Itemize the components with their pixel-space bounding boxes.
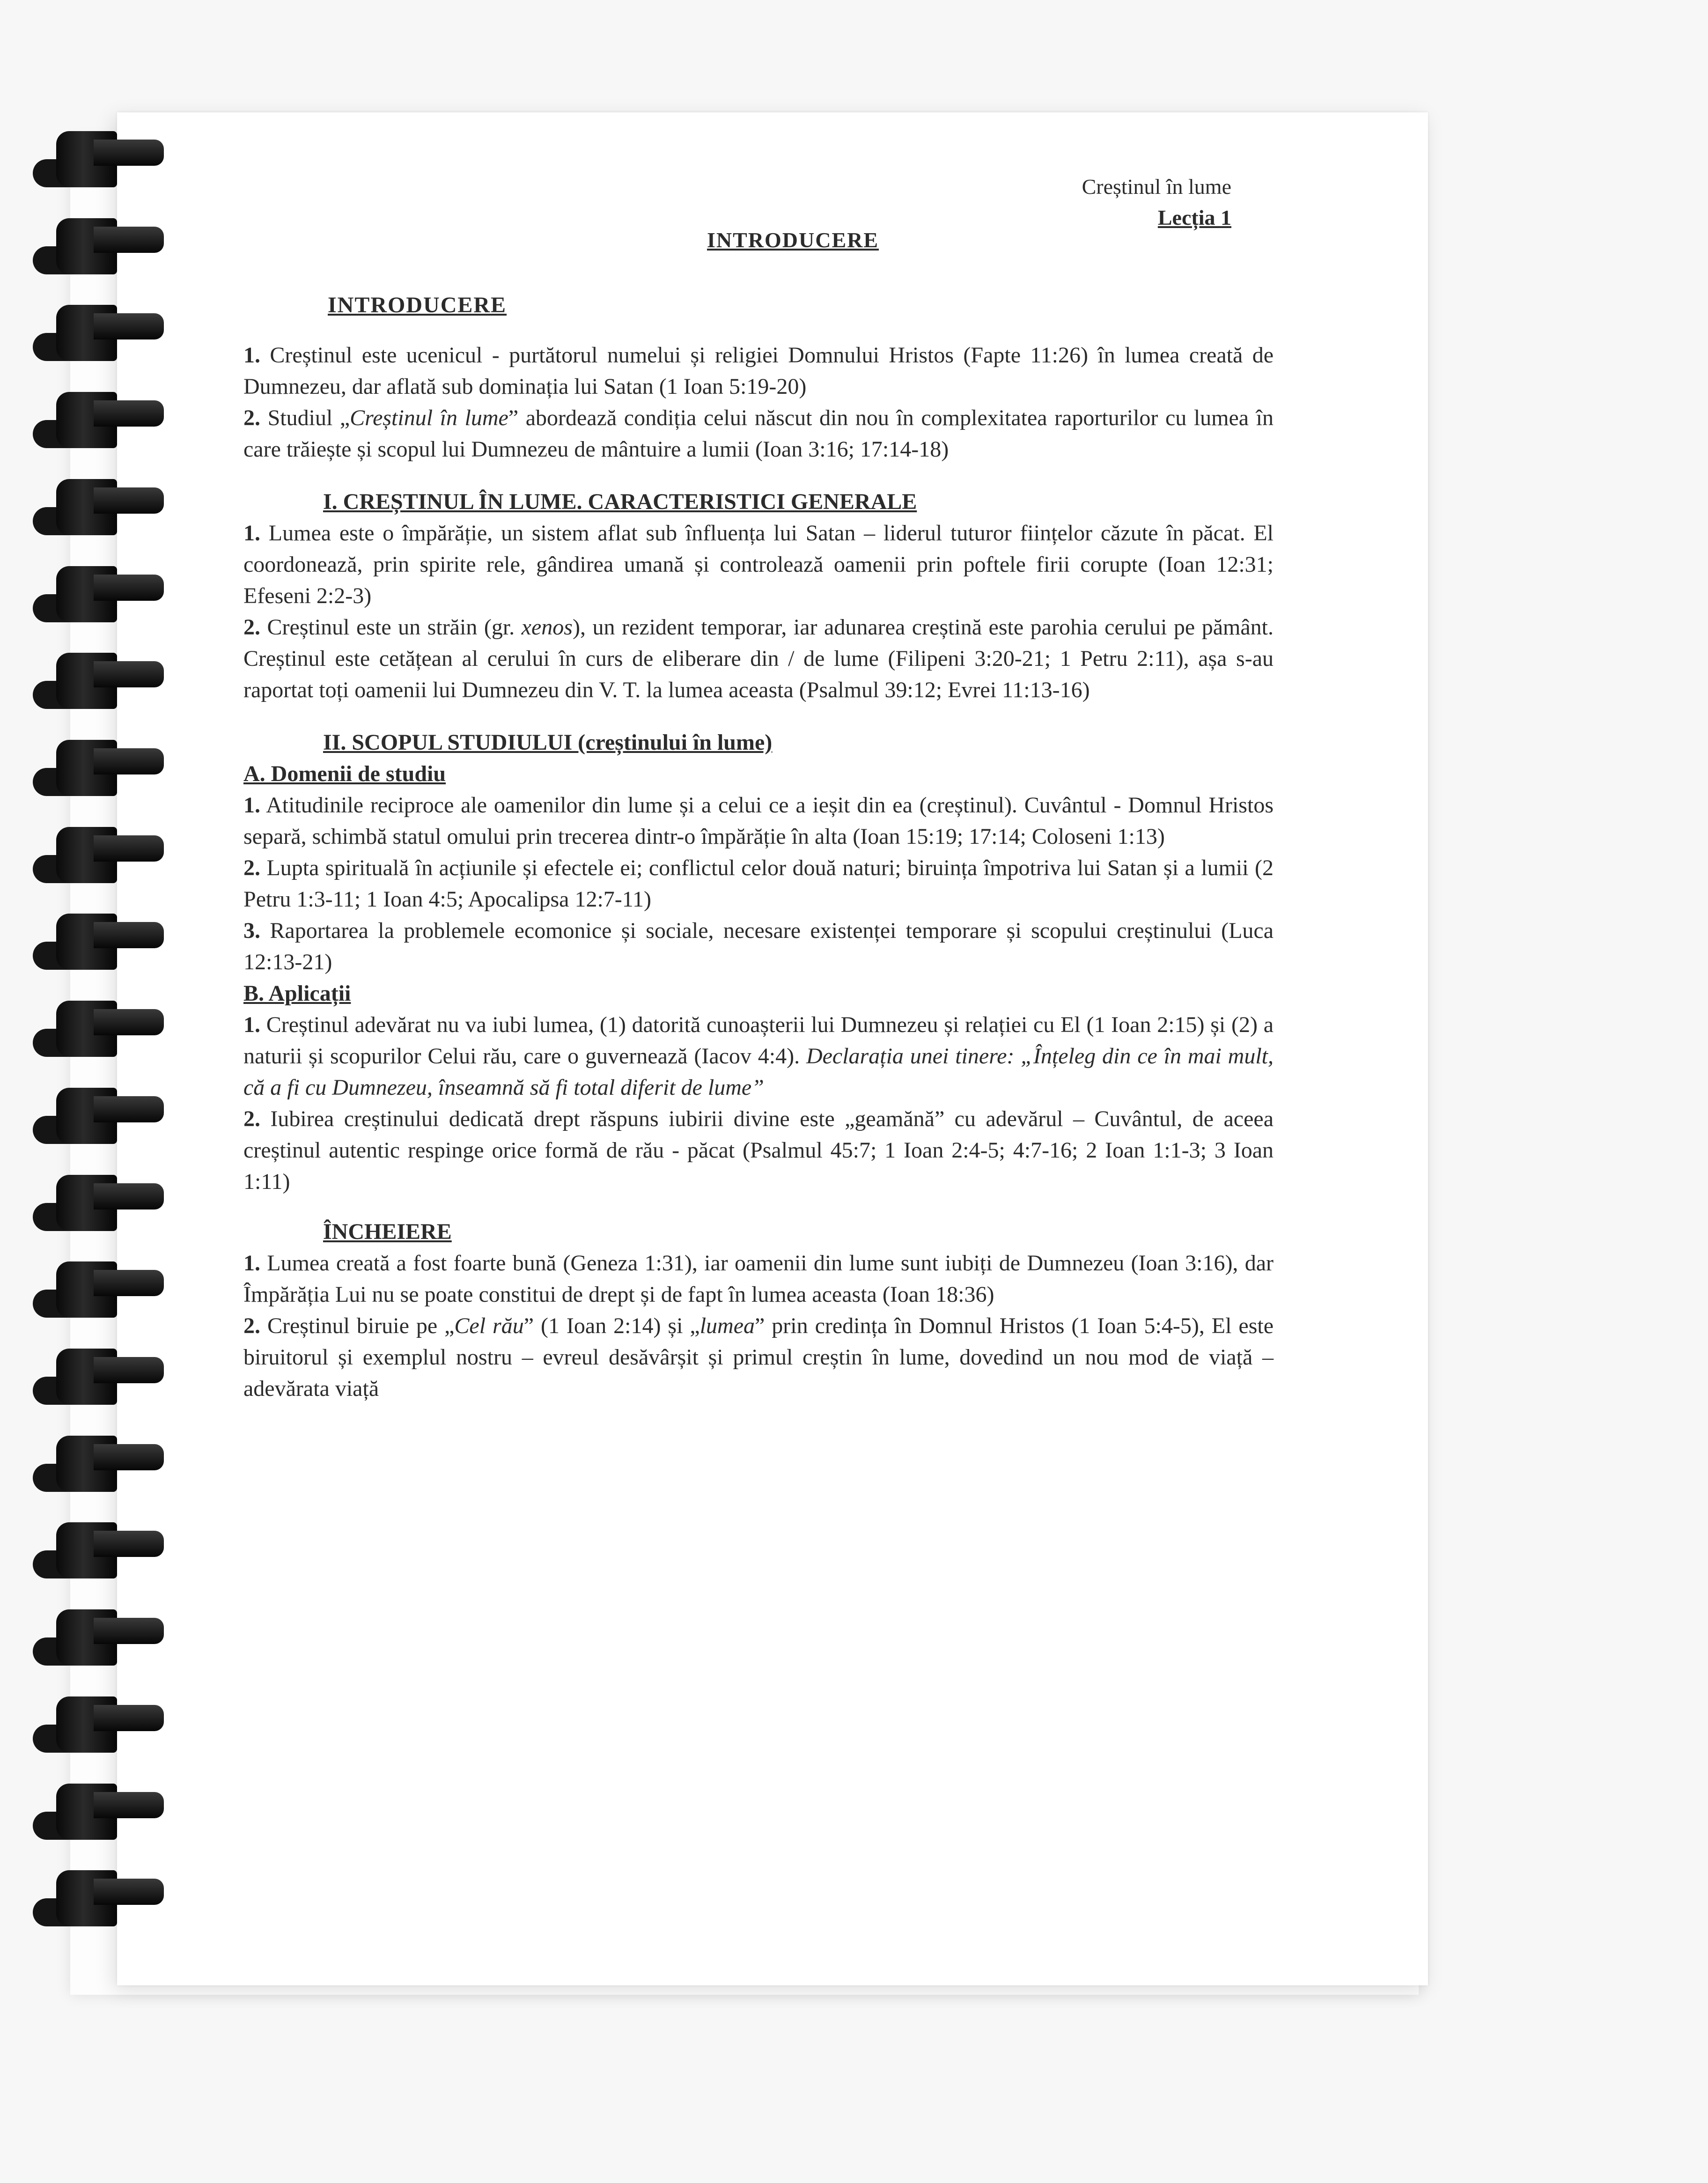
binding-ring	[19, 1784, 159, 1840]
section1-heading: I. CREȘTINUL ÎN LUME. CARACTERISTICI GENERALE	[323, 489, 917, 514]
binding-ring-cap	[94, 835, 164, 862]
binding-ring-cap	[94, 1879, 164, 1905]
binding-ring	[19, 479, 159, 535]
binding-ring-cap	[94, 922, 164, 948]
item-text: ” (1 Ioan 2:14) și „	[523, 1313, 700, 1338]
item-text: Creștinul este ucenicul - purtătorul numelui și religiei Domnului Hristos (Fapte 11:26) în lumea creată de Dumnezeu, dar aflată sub dominația lui Satan (1 Ioan 5:19-20)	[243, 343, 1274, 399]
subsection-a-heading: A. Domenii de studiu	[243, 761, 446, 786]
item-number: 1.	[243, 521, 260, 546]
intro-item-1	[243, 339, 1274, 402]
binding-ring	[19, 1870, 159, 1926]
binding-ring	[19, 1609, 159, 1666]
binding-ring	[19, 1522, 159, 1578]
binding-ring	[19, 914, 159, 970]
item-number: 3.	[243, 918, 260, 943]
intro-item-2	[243, 402, 1274, 465]
binding-ring	[19, 218, 159, 274]
binding-ring-cap	[94, 1183, 164, 1210]
binding-ring-cap	[94, 1705, 164, 1731]
document-page	[117, 112, 1428, 1985]
binding-ring-cap	[94, 1618, 164, 1644]
section1-item-2	[243, 612, 1274, 706]
item-text: Creștinul adevărat nu va iubi lumea, (1) datorită cunoașterii lui Dumnezeu și relației cu El (1 Ioan 2:15) și (2) a naturii și scopurilor Celui rău, care o guvernează (Iacov 4:4).	[243, 1012, 1274, 1069]
conclusion-item-1	[243, 1247, 1274, 1310]
subsection-a-item-2	[243, 852, 1274, 915]
item-italic: Declarația unei tinere: „Înțeleg din ce în mai mult, că a fi cu Dumnezeu, înseamnă să fi total diferit de lume”	[243, 1044, 1274, 1100]
item-number: 2.	[243, 856, 260, 880]
page-title: INTRODUCERE	[707, 228, 879, 252]
item-number: 1.	[243, 343, 260, 368]
course-title: Creștinul în lume	[1082, 175, 1231, 199]
binding-ring	[19, 1349, 159, 1405]
introduction-heading: INTRODUCERE	[328, 293, 507, 317]
binding-ring-cap	[94, 313, 164, 339]
subsection-b-item-1	[243, 1009, 1274, 1103]
binding-ring-cap	[94, 1792, 164, 1818]
binding-ring	[19, 1436, 159, 1492]
binding-ring-cap	[94, 227, 164, 253]
binding-ring	[19, 131, 159, 187]
item-text: Atitudinile reciproce ale oamenilor din lume și a celui ce a ieșit din ea (creștinul). Cuvântul - Domnul Hristos separă, schimbă statul omului prin trecerea dintr-o împărăție în alta (Ioan 15:19; 17:14; Coloseni 1:13)	[243, 793, 1274, 849]
binding-ring-cap	[94, 140, 164, 166]
item-italic: lumea	[699, 1313, 755, 1338]
item-text: Creștinul este un străin (gr.	[267, 615, 522, 640]
item-number: 1.	[243, 1251, 260, 1276]
binding-ring-cap	[94, 1270, 164, 1296]
subsection-b-heading: B. Aplicații	[243, 981, 351, 1006]
item-number: 2.	[243, 615, 260, 640]
item-text: Studiul „	[267, 406, 350, 430]
binding-ring-cap	[94, 1096, 164, 1122]
binding-ring-cap	[94, 661, 164, 687]
item-text: ” abordează condiția celui născut din nou în complexitatea raporturilor cu lumea în care trăiește și scopul lui Dumnezeu de mântuire a lumii (Ioan 3:16; 17:14-18)	[243, 406, 1274, 462]
binding-ring-cap	[94, 575, 164, 601]
item-text: Lumea creată a fost foarte bună (Geneza 1:31), iar oamenii din lume sunt iubiți de Dumnezeu (Ioan 3:16), dar Împărăția Lui nu se poate constitui de drept și de fapt în lumea aceasta (Ioan 18:36)	[243, 1251, 1274, 1307]
binding-ring	[19, 392, 159, 448]
item-number: 1.	[243, 1012, 260, 1037]
binding-ring	[19, 1175, 159, 1231]
item-italic: xenos	[521, 615, 573, 640]
binding-ring	[19, 566, 159, 622]
binding-ring-cap	[94, 1357, 164, 1383]
item-text: Raportarea la problemele ecomonice și sociale, necesare existenței temporare și scopului creștinului (Luca 12:13-21)	[243, 918, 1274, 974]
subsection-b-item-2	[243, 1103, 1274, 1197]
binding-ring	[19, 305, 159, 361]
spiral-binding	[19, 131, 159, 1957]
subsection-a-item-3	[243, 915, 1274, 978]
document-body	[243, 289, 1274, 1404]
lesson-label: Lecția 1	[1157, 206, 1231, 229]
item-text: Lupta spirituală în acțiunile și efectele ei; conflictul celor două naturi; biruința împotriva lui Satan și a lumii (2 Petru 1:3-11; 1 Ioan 4:5; Apocalipsa 12:7-11)	[243, 856, 1274, 912]
binding-ring	[19, 653, 159, 709]
item-number: 1.	[243, 793, 260, 818]
item-text: Iubirea creștinului dedicată drept răspuns iubirii divine este „geamănă” cu adevărul – Cuvântul, de aceea creștinul autentic respinge orice formă de rău - păcat (Psalmul 45:7; 1 Ioan 2:4-5; 4:7-16; 2 Ioan 1:1-3; 3 Ioan 1:11)	[243, 1106, 1274, 1194]
page-header	[1082, 171, 1231, 233]
item-text: ” prin credința în Domnul Hristos (1 Ioan 5:4-5), El este biruitorul și exemplul nostru – evreul desăvârșit și primul creștin în lume, dovedind un nou mod de viață – adevărata viață	[243, 1313, 1274, 1401]
binding-ring-cap	[94, 1009, 164, 1035]
item-italic: Cel rău	[454, 1313, 524, 1338]
binding-ring-cap	[94, 748, 164, 774]
item-number: 2.	[243, 406, 260, 430]
binding-ring-cap	[94, 400, 164, 427]
binding-ring-cap	[94, 1444, 164, 1470]
binding-ring	[19, 827, 159, 883]
item-number: 2.	[243, 1313, 260, 1338]
item-text: Creștinul biruie pe „	[267, 1313, 455, 1338]
binding-ring	[19, 1696, 159, 1753]
binding-ring	[19, 740, 159, 796]
binding-ring	[19, 1001, 159, 1057]
binding-ring	[19, 1088, 159, 1144]
item-text: ), un rezident temporar, iar adunarea creștină este parohia cerului pe pământ. Creștinul este cetățean al cerului în curs de eliberare din / de lume (Filipeni 3:20-21; 1 Petru 2:11), așa s-au raportat toți oamenii lui Dumnezeu din V. T. la lumea aceasta (Psalmul 39:12; Evrei 11:13-16)	[243, 615, 1274, 702]
item-text: Lumea este o împărăție, un sistem aflat sub înfluența lui Satan – liderul tuturor ființelor căzute în păcat. El coordonează, prin spirite rele, gândirea umană și controlează oamenii prin poftele firii corupte (Ioan 12:31; Efeseni 2:2-3)	[243, 521, 1274, 608]
binding-ring-cap	[94, 1531, 164, 1557]
subsection-a-item-1	[243, 789, 1274, 852]
conclusion-heading: ÎNCHEIERE	[323, 1219, 452, 1244]
conclusion-item-2	[243, 1310, 1274, 1404]
section2-heading: II. SCOPUL STUDIULUI (creștinului în lume)	[323, 730, 773, 755]
item-italic: Creștinul în lume	[350, 406, 508, 430]
binding-ring	[19, 1261, 159, 1318]
item-number: 2.	[243, 1106, 260, 1131]
binding-ring-cap	[94, 487, 164, 514]
section1-item-1	[243, 517, 1274, 612]
